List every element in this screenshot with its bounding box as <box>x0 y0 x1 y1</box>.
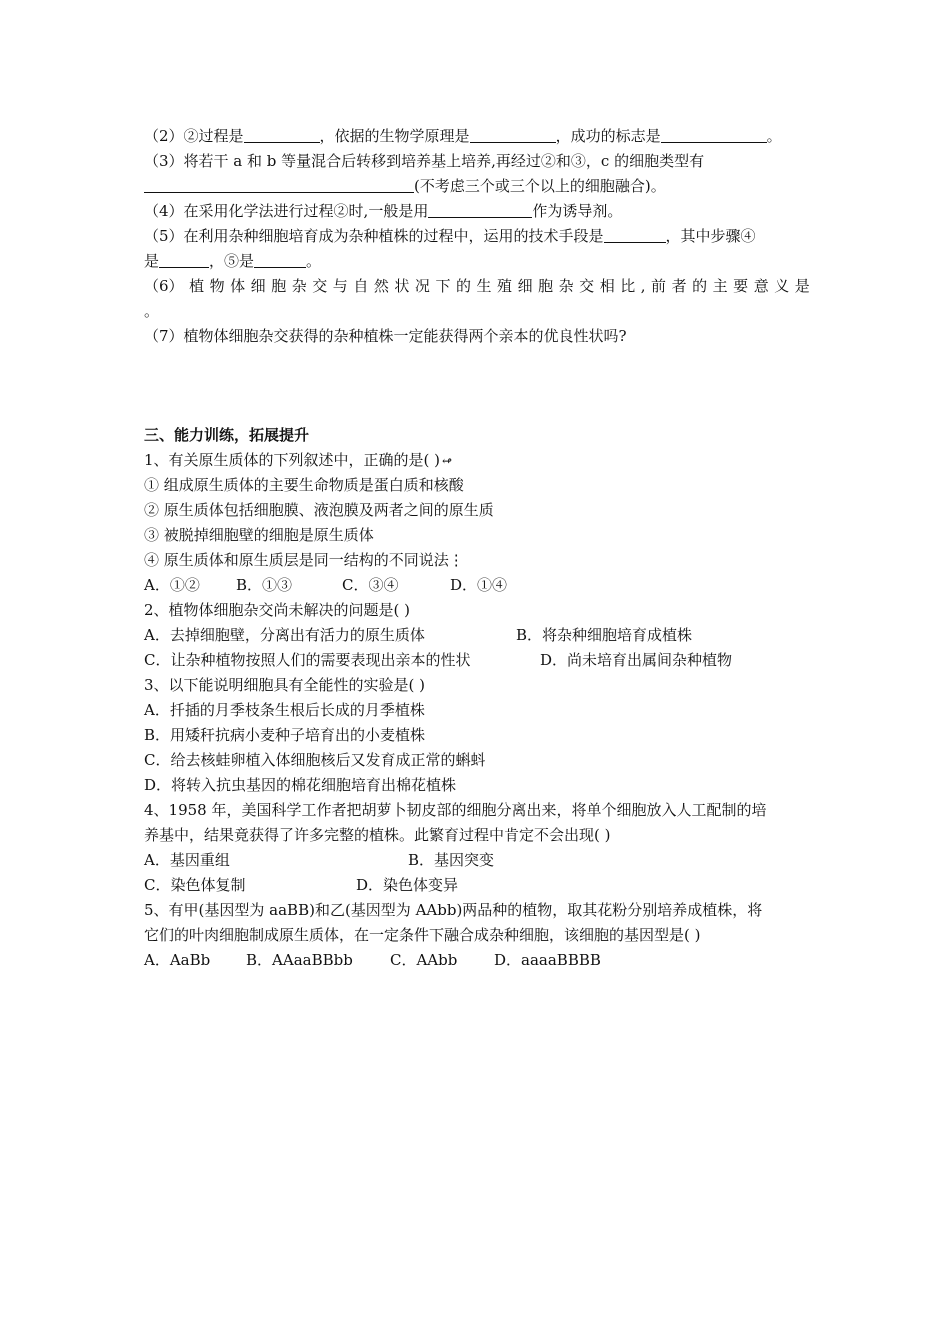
p3-q1-item: ② 原生质体包括细胞膜、液泡膜及两者之间的原生质 <box>144 501 494 519</box>
option-c[interactable]: C．给去核蛙卵植入体细胞核后又发育成正常的蝌蚪 <box>144 751 486 769</box>
q6-char: 的 <box>692 277 708 295</box>
p3-question-2-stem: 2、植物体细胞杂交尚未解决的问题是( ) <box>144 601 411 619</box>
q6-char: 与 <box>332 277 348 295</box>
option-b[interactable]: B．用矮秆抗病小麦种子培育出的小麦植株 <box>144 726 426 744</box>
question-3-line-1: （3）将若干 a 和 b 等量混合后转移到培养基上培养,再经过②和③，c 的细胞类型有 <box>144 152 705 170</box>
q6-char: 细 <box>250 277 266 295</box>
p3-question-3-stem: 3、以下能说明细胞具有全能性的实验是( ) <box>144 676 426 694</box>
option-d[interactable]: D．尚未培育出属间杂种植物 <box>540 651 733 669</box>
q5-text-e: 。 <box>306 252 322 270</box>
q6-char: 体 <box>230 277 246 295</box>
option-b[interactable]: B．将杂种细胞培育成植株 <box>516 626 693 644</box>
question-3-line-2 <box>144 174 810 199</box>
q6-char: 前 <box>651 277 667 295</box>
answer-blank[interactable] <box>159 252 209 268</box>
q6-char: 生 <box>476 277 492 295</box>
answer-space <box>144 349 810 423</box>
q6-char: 物 <box>209 277 225 295</box>
answer-blank[interactable] <box>661 127 767 143</box>
q6-char: 要 <box>733 277 749 295</box>
q6-char: 杂 <box>558 277 574 295</box>
option-d[interactable]: D．①④ <box>450 576 508 594</box>
option-d[interactable]: D．aaaaBBBB <box>494 951 601 969</box>
q6-char: 是 <box>794 277 810 295</box>
option-c[interactable]: C．AAbb <box>390 951 458 969</box>
option-c[interactable]: C．③④ <box>342 576 399 594</box>
q6-char: 胞 <box>538 277 554 295</box>
p3-question-4-line-2: 养基中，结果竟获得了许多完整的植株。此繁育过程中肯定不会出现( ) <box>144 826 611 844</box>
p3-q1-options <box>144 573 810 598</box>
q4-text-b: 作为诱导剂。 <box>532 202 623 220</box>
q6-char: 者 <box>671 277 687 295</box>
q3-text-b: (不考虑三个或三个以上的细胞融合)。 <box>414 177 666 195</box>
p3-q1-item <box>144 548 810 573</box>
option-b[interactable]: B．①③ <box>236 576 293 594</box>
q6-char: 的 <box>455 277 471 295</box>
p3-q1-item: ① 组成原生质体的主要生命物质是蛋白质和核酸 <box>144 476 464 494</box>
q5-text-c: 是 <box>144 252 160 270</box>
q2-text-c: ，成功的标志是 <box>555 127 661 145</box>
p3-question-5-line-1: 5、有甲(基因型为 aaBB)和乙(基因型为 AAbb)两品种的植物，取其花粉分别培养成植株，将 <box>144 901 763 919</box>
p3-question-4-line-1: 4、1958 年，美国科学工作者把胡萝卜韧皮部的细胞分离出来，将单个细胞放入人工配制的培 <box>144 801 767 819</box>
option-d[interactable]: D．染色体变异 <box>356 876 459 894</box>
q6-char: 胞 <box>271 277 287 295</box>
option-b[interactable]: B．基因突变 <box>408 851 495 869</box>
p3-q1-item: ③ 被脱掉细胞壁的细胞是原生质体 <box>144 526 374 544</box>
p3-question-5-line-2: 它们的叶肉细胞制成原生质体，在一定条件下融合成杂种细胞，该细胞的基因型是( ) <box>144 926 701 944</box>
q5-text-a: （5）在利用杂种细胞培育成为杂种植株的过程中，运用的技术手段是 <box>144 227 604 245</box>
p3-q1-item4-text: ④ 原生质体和原生质层是同一结构的不同说法 <box>144 551 449 569</box>
q6-char: 植 <box>189 277 205 295</box>
q6-char: 交 <box>579 277 595 295</box>
q6-char: 状 <box>394 277 410 295</box>
section-heading: 三、能力训练，拓展提升 <box>144 426 310 444</box>
q6-char: 交 <box>312 277 328 295</box>
option-a[interactable]: A．扦插的月季枝条生根后长成的月季植株 <box>144 701 425 719</box>
q6-char: 然 <box>373 277 389 295</box>
answer-blank[interactable] <box>428 202 532 218</box>
option-c[interactable]: C．让杂种植物按照人们的需要表现出亲本的性状 <box>144 651 471 669</box>
answer-blank[interactable] <box>254 252 306 268</box>
option-a[interactable]: A．AaBb <box>144 951 211 969</box>
option-a[interactable]: A．去掉细胞壁，分离出有活力的原生质体 <box>144 626 425 644</box>
q6-char: 主 <box>712 277 728 295</box>
q6-char: 义 <box>774 277 790 295</box>
q6-char: 杂 <box>291 277 307 295</box>
return-arrow-icon: ↫ <box>442 454 453 468</box>
option-d[interactable]: D．将转入抗虫基因的棉花细胞培育出棉花植株 <box>144 776 457 794</box>
answer-blank[interactable] <box>470 127 556 143</box>
option-b[interactable]: B．AAaaBBbb <box>246 951 353 969</box>
answer-blank[interactable] <box>244 127 320 143</box>
question-7-line: （7）植物体细胞杂交获得的杂种植株一定能获得两个亲本的优良性状吗? <box>144 327 627 345</box>
q2-text-d: 。 <box>766 127 782 145</box>
option-a[interactable]: A．①② <box>144 576 200 594</box>
answer-blank[interactable] <box>144 177 414 193</box>
question-5-line-2 <box>144 249 810 274</box>
question-4-line <box>144 199 810 224</box>
answer-blank[interactable] <box>604 227 666 243</box>
q6-char: 殖 <box>497 277 513 295</box>
q6-char: 况 <box>414 277 430 295</box>
p3-q4-options-row-1 <box>144 848 810 873</box>
p3-q4-options-row-2 <box>144 873 810 898</box>
p3-q2-options-row-2 <box>144 648 810 673</box>
q6-char: 意 <box>753 277 769 295</box>
option-a[interactable]: A．基因重组 <box>144 851 230 869</box>
question-6-line-2: 。 <box>144 302 160 320</box>
q6-char: 相 <box>599 277 615 295</box>
option-c[interactable]: C．染色体复制 <box>144 876 246 894</box>
q6-char: （6） <box>144 277 184 295</box>
question-2-line <box>144 124 810 149</box>
q2-text-b: ，依据的生物学原理是 <box>319 127 470 145</box>
document-page <box>144 124 810 973</box>
q6-char: 下 <box>435 277 451 295</box>
p3-q1-stem-text: 1、有关原生质体的下列叙述中，正确的是( ) <box>144 451 441 469</box>
p3-question-1-stem <box>144 448 810 473</box>
q6-char: 细 <box>517 277 533 295</box>
q6-char: 比 <box>620 277 636 295</box>
vertical-dots-mark: ⋮ <box>448 551 464 569</box>
q4-text-a: （4）在采用化学法进行过程②时,一般是用 <box>144 202 429 220</box>
p3-q5-options <box>144 948 810 973</box>
q5-text-d: ，⑤是 <box>209 252 255 270</box>
question-6-line-1 <box>144 274 810 299</box>
q5-text-b: ，其中步骤④ <box>665 227 756 245</box>
q2-text-a: （2）②过程是 <box>144 127 244 145</box>
q6-char: 自 <box>353 277 369 295</box>
question-5-line-1 <box>144 224 810 249</box>
p3-q2-options-row-1 <box>144 623 810 648</box>
q6-char: , <box>640 277 646 295</box>
